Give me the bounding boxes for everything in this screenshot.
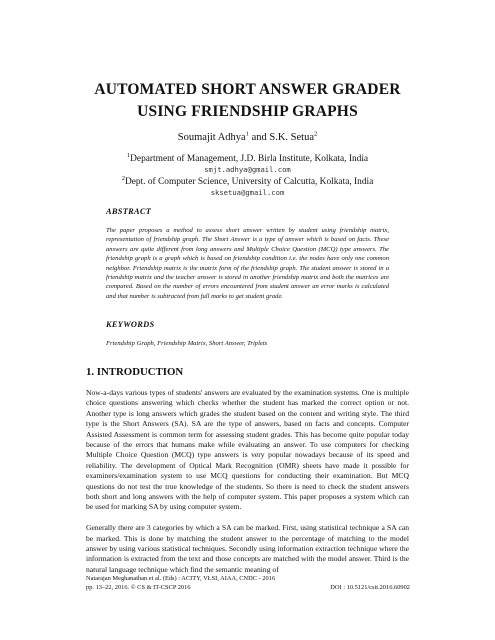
author-name: Soumajit Adhya [177,132,246,143]
paragraph: Now-a-days various types of students' answers are evaluated by the examination systems. One is multiple choice questions answering which checks whether the student has marked the correct option or not. Another type is long answers which grades the student based on the content and writing style. The third type is the Short Answers (SA). SA are the type of answers, based on facts and concepts. Computer Assisted Assessment is common term for assessing student grades. This has become quite popular today because of the errors that humans make while evaluating an answer. To use computers for checking Multiple Choice Question (MCQ) type answers is very popular nowadays because of its speed and reliability. The development of Optical Mark Recognition (OMR) sheets have made it possible for examiners/examination system to use MCQ questions for conducting their examination. But MCQ questions do not test the true knowledge of the students. So there is need to check the student answers both short and long answers with the help of computer system. This paper proposes a system which can be used for marking SA by using computer system. [86,388,409,512]
affil-marker: 2 [121,174,125,182]
author-affil-marker: 1 [245,130,249,138]
abstract-heading: ABSTRACT [106,207,152,216]
footer-proceedings: Natarajan Meghanathan et al. (Eds) : ACITY, VLSI, AIAA, CNDC - 2016 [86,575,276,582]
page-footer [86,575,416,593]
affil-marker: 1 [126,151,131,159]
affil-email[interactable]: smjt.adhya@gmail.com [204,165,291,174]
paper-title [0,79,495,123]
author-name: S.K. Setua [269,132,314,143]
affil-text: Dept. of Computer Science, University of Calcutta, Kolkata, India [124,177,374,187]
affiliation-1 [0,153,495,175]
footer-doi[interactable]: DOI : 10.5121/csit.2016.60902 [330,583,410,591]
affil-email[interactable]: sksetua@gmail.com [210,188,285,197]
section-heading-introduction: 1. INTRODUCTION [86,366,184,378]
title-line-2: USING FRIENDSHIP GRAPHS [137,103,358,120]
affil-text: Department of Management, J.D. Birla Institute, Kolkata, India [130,154,369,164]
paragraph: Generally there are 3 categories by which a SA can be marked. First, using statistical technique a SA can be marked. This is done by matching the student answer to the percentage of matching to the model answer by using various statistical techniques. Secondly using information extraction technique where the information is extracted from the text and those concepts are matched with the model answer. Third is the natural language technique which find the semantic meaning of [86,523,409,574]
footer-pages: pp. 13–22, 2016. © CS & IT-CSCP 2016 [86,583,191,591]
keywords-heading: KEYWORDS [106,320,155,329]
abstract-text: The paper proposes a method to assess short answer written by student using friendship matrix, representation of friendship graph. The Short Answer is a type of answer which is based on facts. These answers are quite different from long answers and Multiple Choice Question (MCQ) type answers. The friendship graph is a graph which is based on friendship condition i.e. the nodes have only one common neighbor. Friendship matrix is the matrix form of the friendship graph. The student answer is stored in a friendship matrix and the teacher answer is stored in another friendship matrix and both the matrices are compared. Based on the number of errors encountered from student answer an error marks is calculated and that number is subtracted from full marks to get student grade. [106,227,389,300]
author-list [0,132,495,143]
affiliation-2 [0,176,495,198]
author-join: and [251,132,267,143]
introduction-body [86,388,409,586]
author-affil-marker: 2 [314,130,318,138]
title-line-1: AUTOMATED SHORT ANSWER GRADER [94,81,401,98]
keywords-text: Friendship Graph, Friendship Matrix, Short Answer, Triplets [106,340,268,347]
